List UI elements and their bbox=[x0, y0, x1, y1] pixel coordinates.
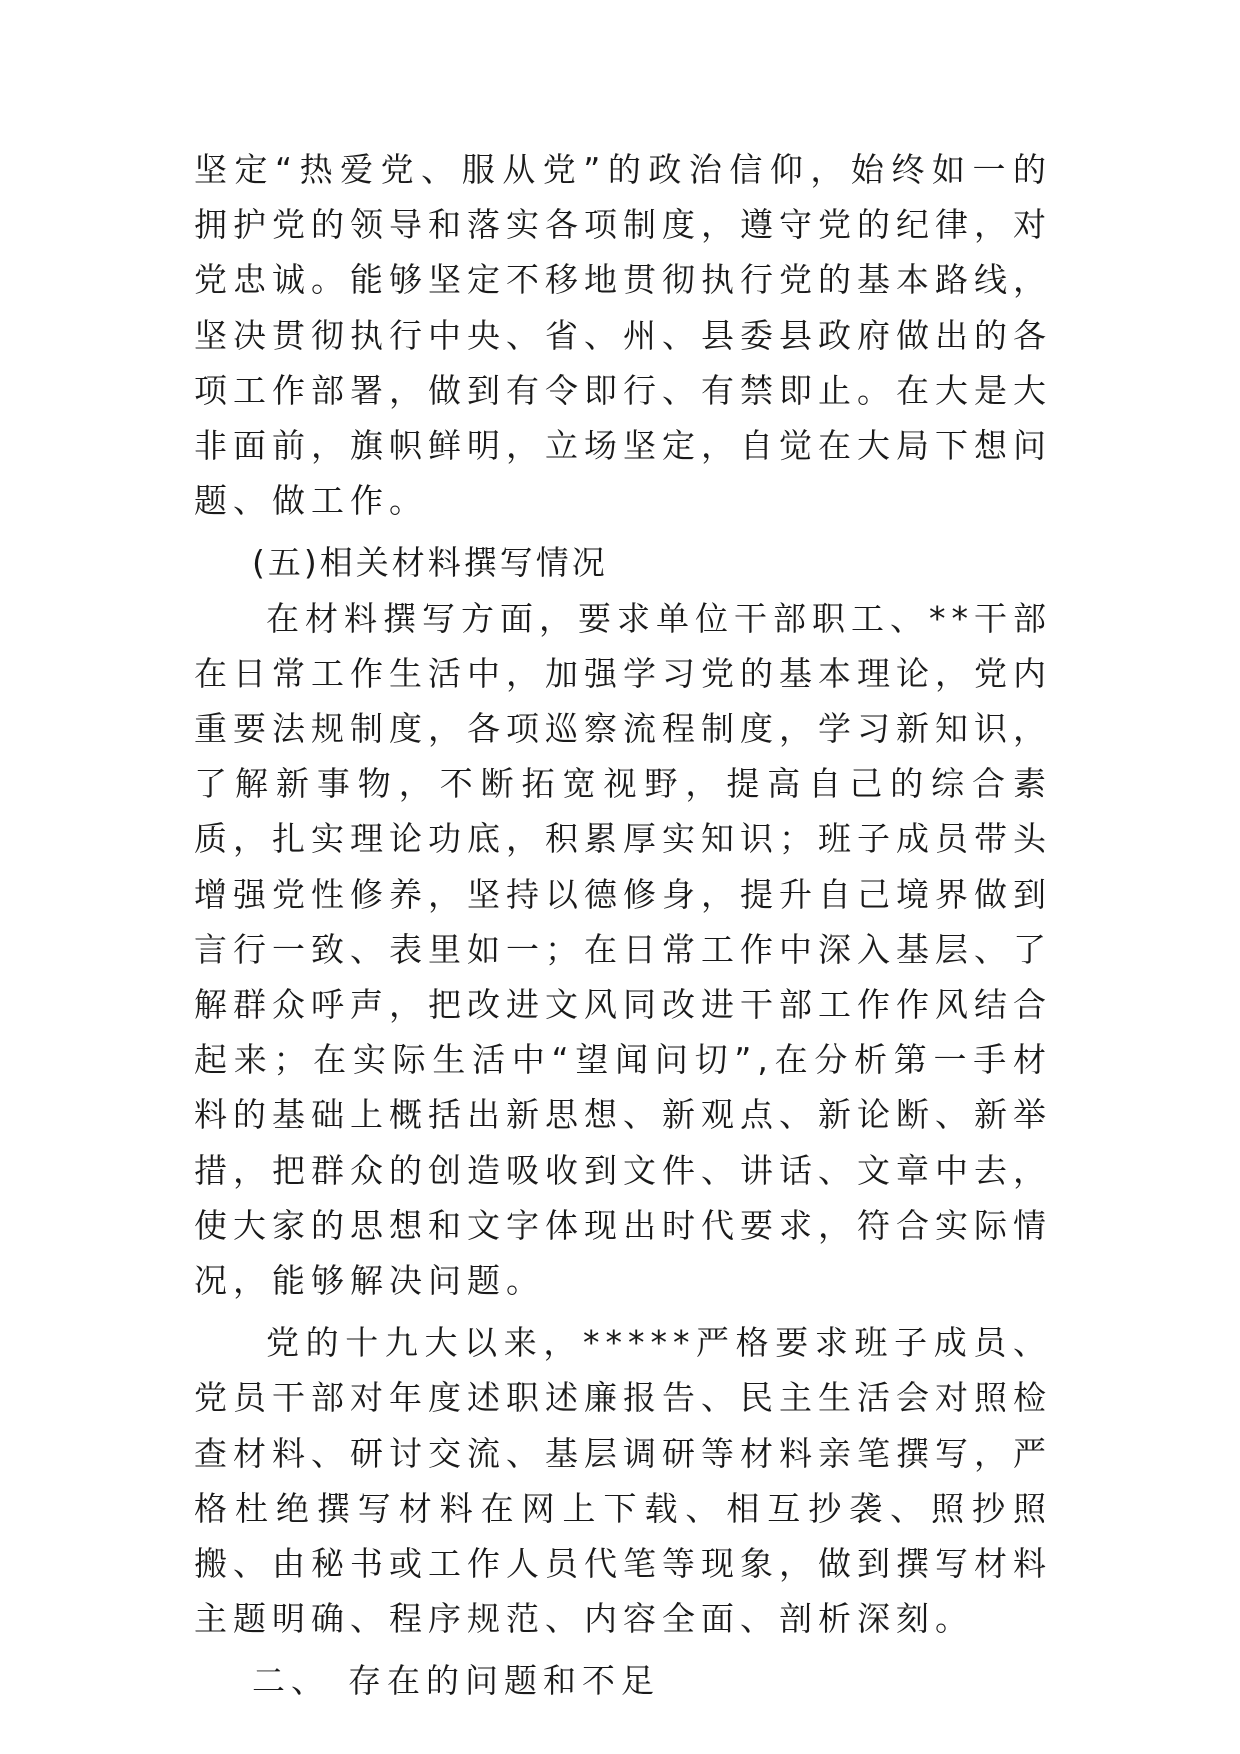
paragraph-since-19th-congress: 党的十九大以来，*****严格要求班子成员、党员干部对年度述职述廉报告、民主生活会对照检查材料、研讨交流、基层调研等材料亲笔撰写，严格杜绝撰写材料在网上下载、相互抄袭、照抄照搬、由秘书或工作人员代笔等现象，做到撰写材料主题明确、程序规范、内容全面、剖析深刻。 bbox=[194, 1323, 1052, 1639]
section-heading-title: 存在的问题和不足 bbox=[348, 1661, 660, 1701]
document-body bbox=[194, 142, 1052, 1709]
paragraph-political-belief: 坚定“热爱党、服从党”的政治信仰，始终如一的拥护党的领导和落实各项制度，遵守党的纪律，对党忠诚。能够坚定不移地贯彻执行党的基本路线，坚决贯彻执行中央、省、州、县委县政府做出的各项工作部署，做到有令即行、有禁即止。在大是大非面前，旗帜鲜明，立场坚定，自觉在大局下想问题、做工作。 bbox=[194, 150, 1052, 521]
section-heading-number: 二、 bbox=[252, 1661, 330, 1701]
subheading-materials-writing: (五)相关材料撰写情况 bbox=[252, 543, 608, 583]
paragraph-materials-requirements: 在材料撰写方面，要求单位干部职工、**干部在日常工作生活中，加强学习党的基本理论，党内重要法规制度，各项巡察流程制度，学习新知识，了解新事物，不断拓宽视野，提高自己的综合素质，扎实理论功底，积累厚实知识；班子成员带头增强党性修养，坚持以德修身，提升自己境界做到言行一致、表里如一；在日常工作中深入基层、了解群众呼声，把改进文风同改进干部工作作风结合起来；在实际生活中“望闻问切”,在分析第一手材料的基础上概括出新思想、新观点、新论断、新举措，把群众的创造吸收到文件、讲话、文章中去，使大家的思想和文字体现出时代要求，符合实际情况，能够解决问题。 bbox=[194, 598, 1052, 1301]
section-heading-problems bbox=[194, 1653, 1052, 1708]
